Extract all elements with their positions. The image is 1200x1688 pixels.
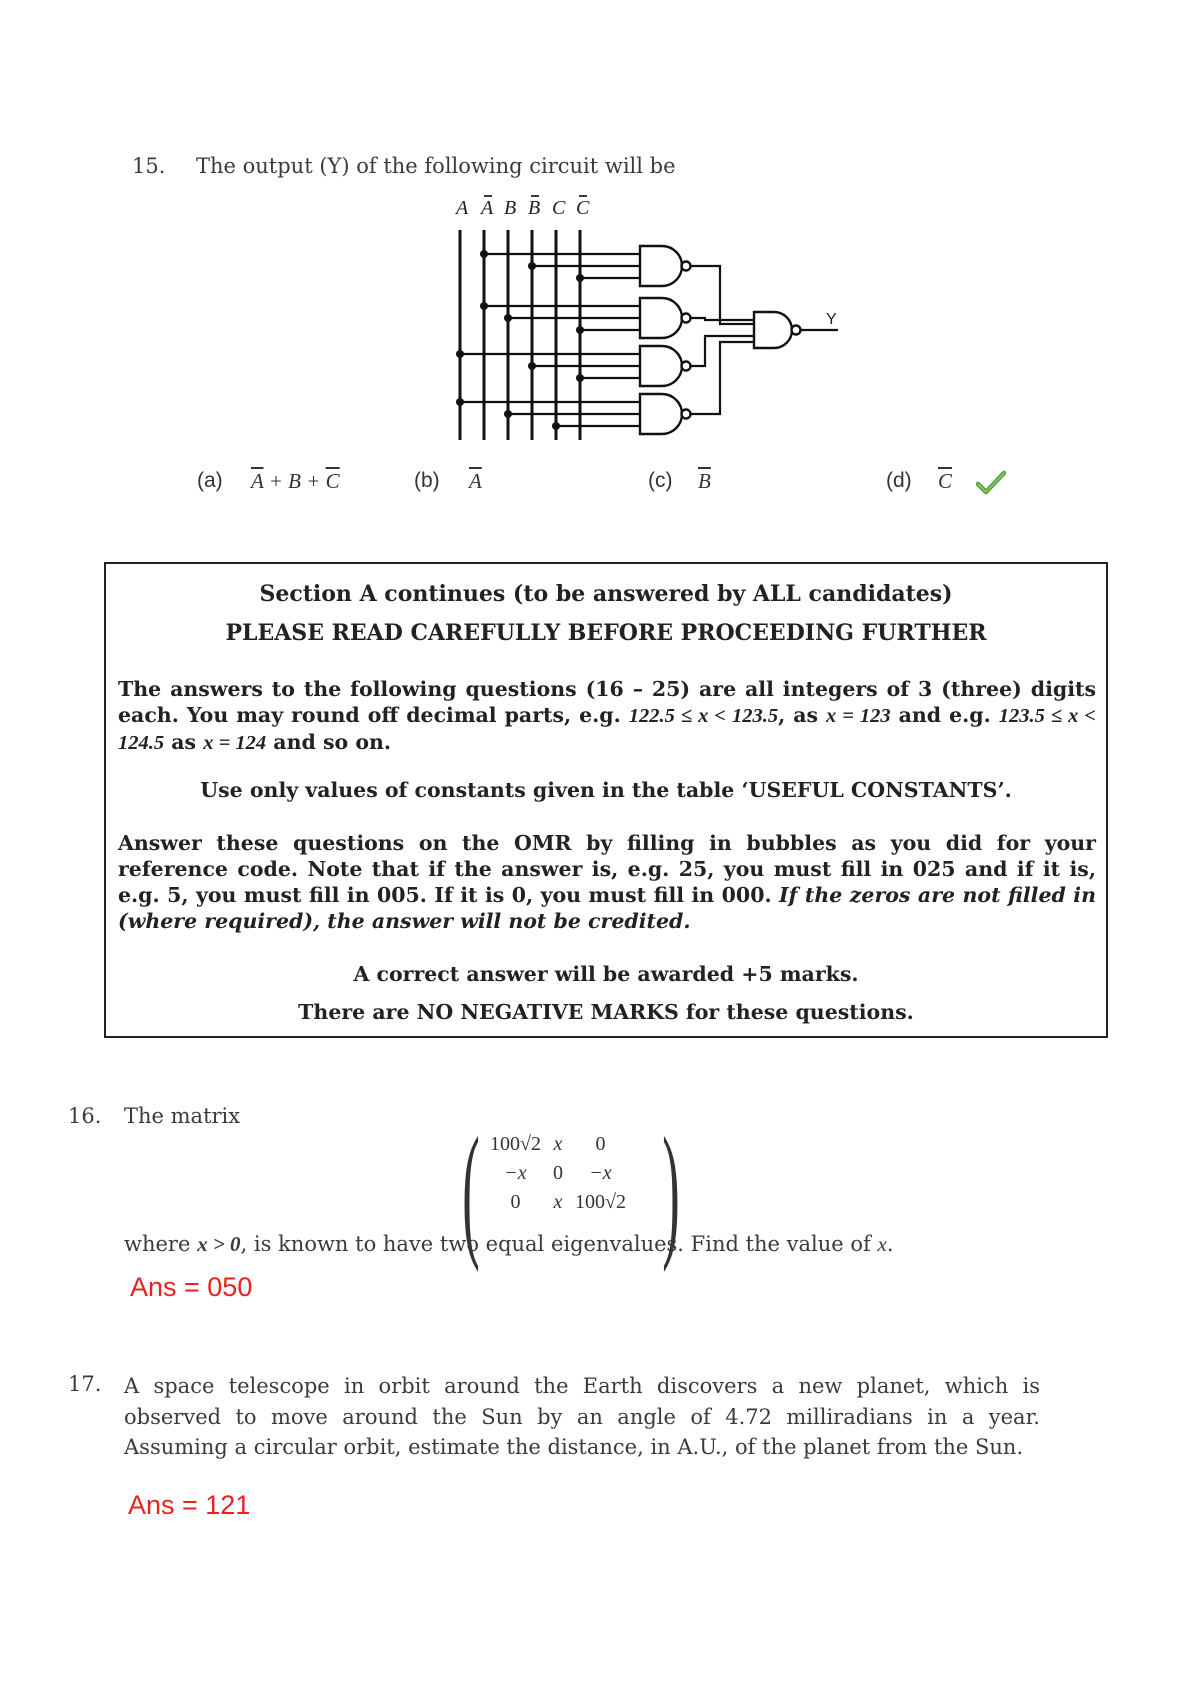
left-paren: ( xyxy=(462,1107,480,1273)
option-d-value: $\overline{C}$ xyxy=(938,469,953,493)
option-a-label: (a) xyxy=(197,469,223,492)
input-label-a-bar: A xyxy=(481,197,494,219)
q16-where-text: where x > 0, is known to have two equal eigenvalues. Find the value of x. xyxy=(124,1232,894,1256)
option-c-label: (c) xyxy=(648,469,673,492)
check-icon xyxy=(976,470,1006,496)
input-label-c: C xyxy=(552,197,566,219)
matrix-cell: 100√2 xyxy=(490,1133,541,1155)
nand-gate-1 xyxy=(640,246,682,286)
instructions-para-1: The answers to the following questions (16 – 25) are all integers of 3 (three) digits each. You may round off decimal parts, e.g. 122.5 ≤ x < 123.5, as x = 123 and e.g. 123.5 ≤ x < 124.5 as x = 124 and so on. xyxy=(118,677,1096,754)
instructions-heading-2: PLEASE READ CAREFULLY BEFORE PROCEEDING FURTHER xyxy=(225,620,987,646)
instructions-para-2: Use only values of constants given in the table ‘USEFUL CONSTANTS’. xyxy=(200,778,1012,802)
input-label-a: A xyxy=(456,197,469,219)
matrix-cell: 0 xyxy=(552,1162,563,1184)
matrix-cell: 100√2 xyxy=(574,1191,626,1213)
q16-number: 16. xyxy=(68,1104,102,1128)
matrix-cell: 0 xyxy=(510,1191,521,1213)
input-label-b: B xyxy=(504,197,517,219)
matrix-cell: 0 xyxy=(595,1133,606,1155)
matrix-cell: x xyxy=(553,1191,563,1213)
matrix-cell: x xyxy=(553,1133,563,1155)
nand-gate-2 xyxy=(640,298,682,338)
input-label-b-bar: B xyxy=(528,197,541,219)
option-b-value: $\overline{A}$ xyxy=(469,469,482,493)
q16-text: The matrix xyxy=(124,1104,241,1128)
option-a-value: $\overline{A} + B + \overline{C}$ xyxy=(251,469,340,493)
logic-circuit-diagram xyxy=(440,190,860,448)
instructions-para-4: A correct answer will be awarded +5 marks. xyxy=(353,962,859,986)
option-b-label: (b) xyxy=(414,469,440,492)
q17-answer: Ans = 121 xyxy=(128,1490,251,1520)
output-label-y: Y xyxy=(826,311,837,328)
nand-gate-4 xyxy=(640,394,682,434)
nand-gate-output xyxy=(754,312,792,348)
instructions-para-5: There are NO NEGATIVE MARKS for these questions. xyxy=(298,1000,914,1024)
q17-number: 17. xyxy=(68,1372,102,1396)
option-c-value: $\overline{B}$ xyxy=(698,469,711,493)
option-d-label: (d) xyxy=(886,469,912,492)
instructions-heading-1: Section A continues (to be answered by ALL candidates) xyxy=(259,581,953,607)
input-label-c-bar: C xyxy=(576,197,590,219)
q15-number: 15. xyxy=(132,154,166,178)
instructions-para-3: Answer these questions on the OMR by filling in bubbles as you did for your reference code. Note that if the answer is, e.g. 25, you must fill in 025 and if it is, e.g. 5, you must fill in 005. If it is 0, you must fill in 000. If the zeros are not filled in (where required), the answer will not be credited. xyxy=(118,831,1096,933)
right-paren: ) xyxy=(662,1107,680,1273)
q16-answer: Ans = 050 xyxy=(130,1272,253,1302)
instructions-box xyxy=(104,562,1108,1038)
nand-gate-3 xyxy=(640,346,682,386)
matrix-cell: −x xyxy=(504,1162,527,1184)
q15-text: The output (Y) of the following circuit will be xyxy=(196,154,676,178)
q17-text: A space telescope in orbit around the Earth discovers a new planet, which is observed to move around the Sun by an angle of 4.72 milliradians in a year. Assuming a circular orbit, estimate the distance, in A.U., of the planet from the Sun. xyxy=(124,1374,1040,1459)
matrix-cell: −x xyxy=(589,1162,612,1184)
